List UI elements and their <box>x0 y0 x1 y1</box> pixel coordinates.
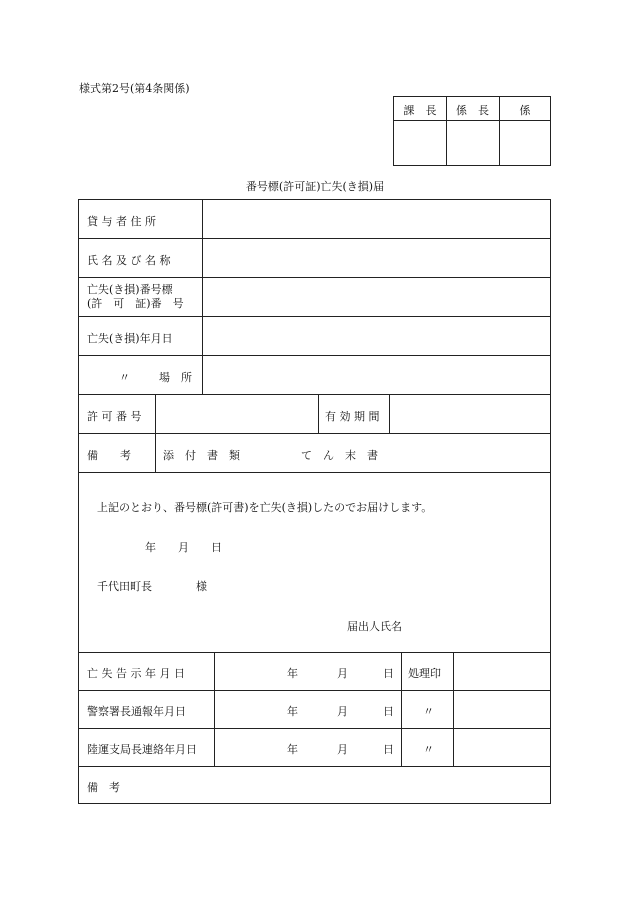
approval-header-staff: 係 <box>519 104 531 117</box>
ditto-mark: 〃 <box>119 371 130 384</box>
processing-seal-label: 処理印 <box>408 667 441 680</box>
lender-address-label <box>87 213 195 229</box>
row-divider <box>79 316 550 317</box>
plate-number-label-line1: 亡失(き損)番号標 <box>87 283 173 296</box>
statement-body: 上記のとおり、番号標(許可書)を亡失(き損)したのでお届けします。 <box>97 501 433 514</box>
loss-notice-date-label: 亡 失 告 示 年 月 日 <box>87 667 185 680</box>
approval-header-section-chief: 課 長 <box>403 104 437 117</box>
transport-bureau-contact-date-label: 陸運支局長連絡年月日 <box>87 743 197 756</box>
document-title: 番号標(許可証)亡失(き損)届 <box>245 180 385 193</box>
remarks-label: 備 考 <box>87 449 131 462</box>
permit-number-label: 許 可 番 号 <box>87 410 142 423</box>
plate-number-label-line2: (許 可 証)番 号 <box>87 297 184 310</box>
row-divider <box>79 433 550 434</box>
month-label: 月 <box>337 705 348 718</box>
row-divider <box>79 728 550 729</box>
loss-date-label: 亡失(き損)年月日 <box>87 332 173 345</box>
year-label: 年 <box>287 705 298 718</box>
month-label: 月 <box>337 743 348 756</box>
lender-address-text: 貸 与 者 住 所 <box>87 215 156 228</box>
applicant-name-label: 届出人氏名 <box>347 620 402 633</box>
month-label: 月 <box>337 667 348 680</box>
row-divider <box>79 652 550 653</box>
attachments-label: 添 付 書 類 <box>163 449 240 462</box>
statement-date: 年 月 日 <box>145 541 222 554</box>
col-divider <box>214 652 215 766</box>
approval-header-subsection-chief: 係 長 <box>456 104 489 117</box>
validity-period-label: 有 効 期 間 <box>325 410 380 423</box>
report-form-table <box>78 199 551 804</box>
col-divider <box>202 200 203 394</box>
row-divider <box>79 355 550 356</box>
form-number-label: 様式第2号(第4条関係) <box>79 82 190 95</box>
name-text: 氏 名 及 び 名 称 <box>87 254 171 267</box>
row-divider <box>79 472 550 473</box>
col-divider <box>155 394 156 472</box>
row-divider <box>79 766 550 767</box>
police-notification-date-label: 警察署長通報年月日 <box>87 705 186 718</box>
name-label <box>87 252 195 268</box>
statement-addressee: 千代田町長 様 <box>97 580 207 593</box>
col-divider <box>389 394 390 433</box>
approval-stamp-table <box>393 96 551 166</box>
day-label: 日 <box>383 667 394 680</box>
ditto-mark: 〃 <box>423 705 434 718</box>
place-label: 場 所 <box>159 371 192 384</box>
approval-divider <box>394 120 550 121</box>
ditto-mark: 〃 <box>423 743 434 756</box>
day-label: 日 <box>383 743 394 756</box>
row-divider <box>79 238 550 239</box>
attachment-value: て ん 末 書 <box>301 449 378 462</box>
row-divider <box>79 690 550 691</box>
year-label: 年 <box>287 743 298 756</box>
day-label: 日 <box>383 705 394 718</box>
col-divider <box>401 652 402 766</box>
col-divider <box>318 394 319 433</box>
row-divider <box>79 277 550 278</box>
year-label: 年 <box>287 667 298 680</box>
col-divider <box>453 652 454 766</box>
plate-number-label <box>87 283 184 311</box>
row-divider <box>79 394 550 395</box>
bottom-remarks-label: 備 考 <box>87 781 120 794</box>
